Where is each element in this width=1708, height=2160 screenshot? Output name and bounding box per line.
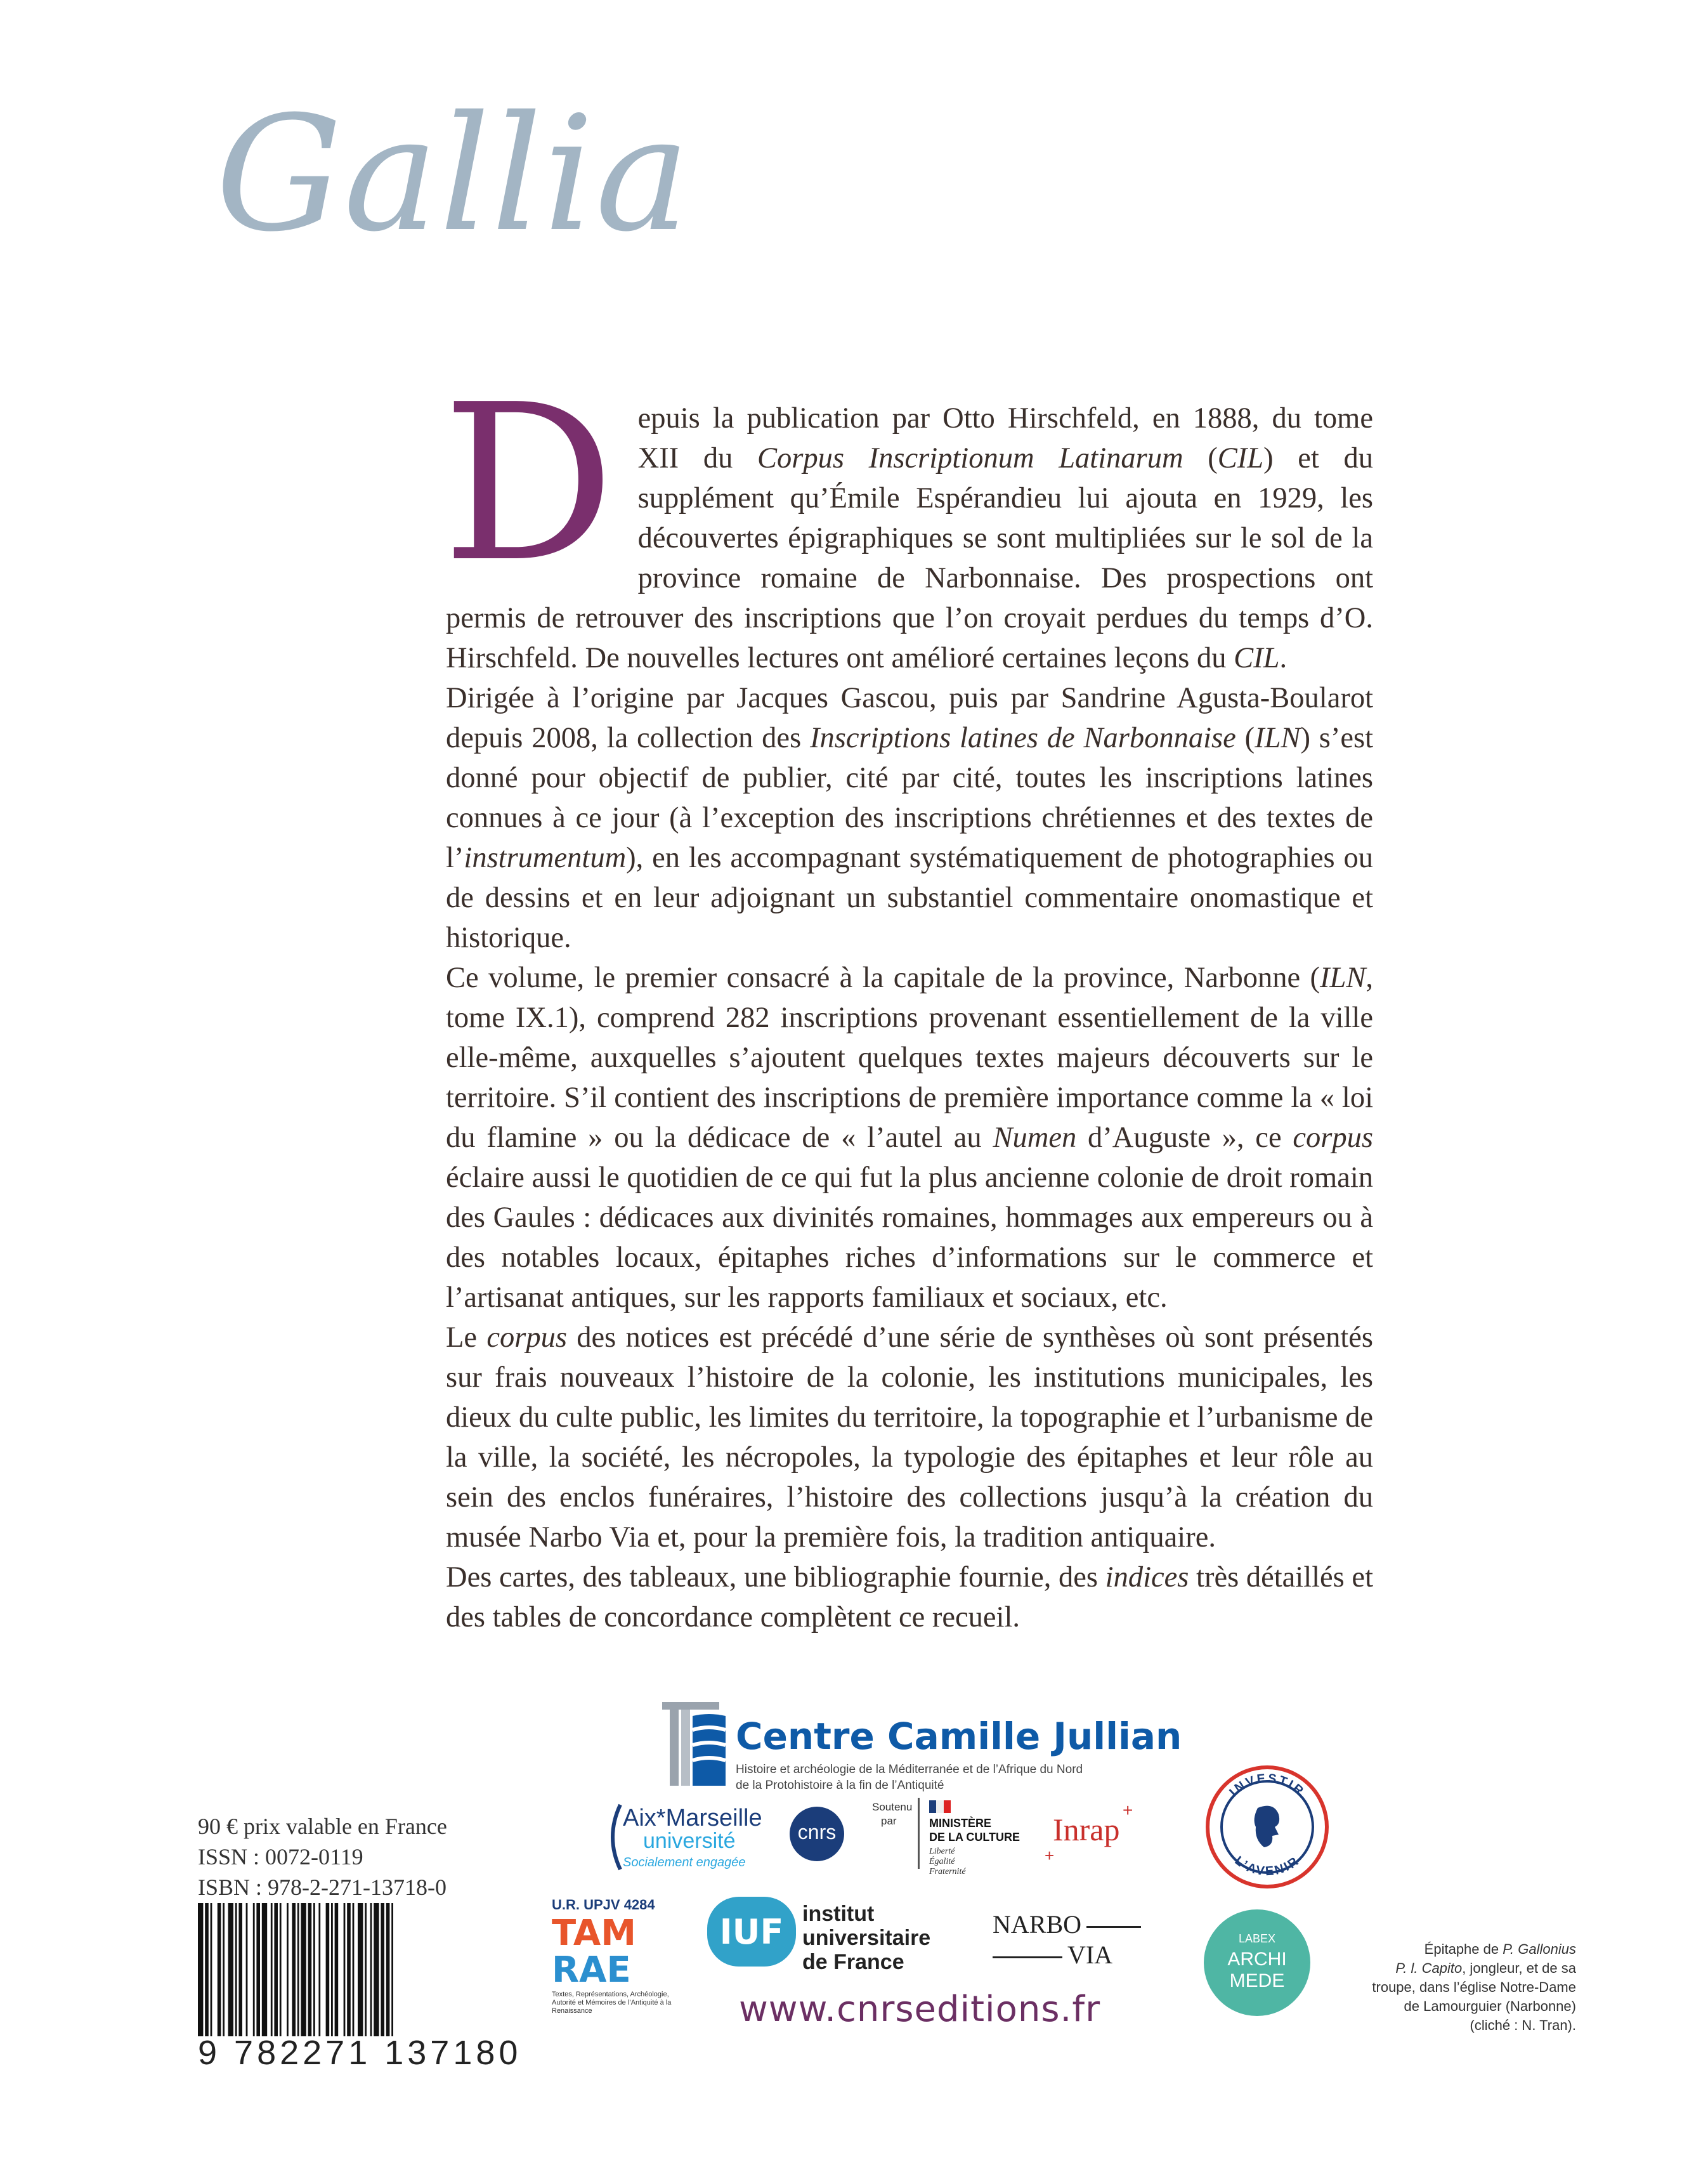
barcode-bar <box>358 1903 363 2036</box>
barcode-bar <box>223 1903 225 2036</box>
text-run: des notices est précédé d’une série de synthèses où sont présentés sur frais nouveaux l’histoire de la colonie, les institutions municipales, les dieux du culte public, les limites du territoire, la topographie et l’urbanisme de la ville, la société, les nécropoles, la typologie des épitaphes et leur rôle au sein des enclos funéraires, l’histoire des collections jusqu’à la création du musée Narbo Via et, pour la première fois, la tradition antiquaire. <box>446 1321 1373 1554</box>
price-block <box>198 1811 447 1902</box>
text-run: éclaire aussi le quotidien de ce qui fut la plus ancienne colonie de droit romain des Gaules : dédicaces aux divinités romaines, hommages aux empereurs ou à des notables locaux, épitaphes riches d’informations sur le commerce et l’artisanat antiques, sur les rapports familiaux et sociaux, etc. <box>446 1162 1373 1314</box>
amu-universite: université <box>643 1829 736 1853</box>
paragraph-5 <box>446 1557 1373 1637</box>
barcode-bar <box>301 1903 306 2036</box>
barcode-bar <box>271 1903 273 2036</box>
text-run: Inscriptions latines de Narbonnaise <box>810 722 1236 754</box>
republic-motto <box>929 1847 1031 1877</box>
amu-tagline: Socialement engagée <box>623 1856 746 1869</box>
text-run: instrumentum <box>464 842 627 874</box>
text-run: ), en les accompagnant systématiquement de photographies ou de dessins et en leur adjoignant un substantiel commentaire onomastique et historique. <box>446 842 1373 954</box>
tamrae-letters: TAM <box>552 1913 636 1954</box>
barcode-bar <box>253 1903 255 2036</box>
barcode-bar <box>353 1903 355 2036</box>
barcode-bar <box>292 1903 296 2036</box>
amu-arc-icon <box>604 1802 623 1872</box>
motto-line: Fraternité <box>929 1867 966 1876</box>
barcode-bar <box>344 1903 346 2036</box>
centre-camille-jullian-logo <box>660 1691 1182 1798</box>
labex-line: ARCHI <box>1227 1949 1287 1970</box>
barcode-bar <box>313 1903 315 2036</box>
barcode-bar <box>374 1903 379 2036</box>
caption-run: P. Gallonius <box>1503 1941 1576 1957</box>
iuf-line: de France <box>802 1950 904 1974</box>
text-run: . <box>1279 642 1288 674</box>
text-run: ( <box>1183 442 1218 475</box>
ministere-culture-logo <box>929 1800 1031 1877</box>
soutenu-line: Soutenu <box>872 1801 913 1813</box>
barcode-bar <box>256 1903 260 2036</box>
text-run: ) s’est donné pour objectif de publier, cité par cité, toutes les inscriptions latines connues à ce jour (à l’exception des inscriptions chrétiennes et des textes de l’ <box>446 722 1373 874</box>
column-icon <box>660 1691 729 1798</box>
barcode-bar <box>198 1903 203 2036</box>
cover-photo-caption <box>1364 1940 1576 2035</box>
barcode-bar <box>228 1903 233 2036</box>
soutenu-par <box>872 1800 912 1828</box>
barcode <box>195 1903 474 2036</box>
ministere-line: DE LA CULTURE <box>929 1831 1020 1843</box>
investir-top-text: INVESTIR <box>1227 1771 1308 1800</box>
rule <box>1086 1926 1141 1928</box>
caption-run: , jongleur, et de sa troupe, dans l’église Notre-Dame de Lamourguier (Narbonne) (cliché : N. Tran). <box>1372 1960 1576 2033</box>
caption-run: Épitaphe de <box>1424 1941 1503 1957</box>
barcode-bar <box>287 1903 289 2036</box>
text-run: Corpus Inscriptionum Latinarum <box>757 442 1183 475</box>
barcode-bar <box>262 1903 267 2036</box>
iuf-line: universitaire <box>802 1926 931 1950</box>
barcode-number: 9 782271 137180 <box>198 2034 522 2072</box>
publisher-url[interactable]: www.cnrseditions.fr <box>739 1989 1101 2030</box>
inrap-logo <box>1053 1811 1120 1848</box>
text-run: CIL <box>1217 442 1264 475</box>
motto-line: Égalité <box>929 1857 955 1866</box>
barcode-bar <box>211 1903 212 2036</box>
via-line: VIA <box>1067 1941 1113 1969</box>
caption-run: P. l. Capito <box>1395 1960 1463 1976</box>
ministere-line: MINISTÈRE <box>929 1817 992 1829</box>
barcode-bar <box>381 1903 384 2036</box>
plus-icon: + <box>1045 1846 1055 1865</box>
paragraph-4 <box>446 1318 1373 1557</box>
narbo-line: NARBO <box>993 1910 1082 1939</box>
text-run: Le <box>446 1321 487 1354</box>
barcode-bar <box>235 1903 237 2036</box>
barcode-bar <box>238 1903 242 2036</box>
investir-avenir-logo <box>1204 1764 1331 1890</box>
inrap-text: Inrap <box>1053 1812 1120 1847</box>
barcode-bar <box>280 1903 282 2036</box>
ccj-subtitle-line: Histoire et archéologie de la Méditerranée et de l’Afrique du Nord <box>736 1763 1083 1776</box>
barcode-bar <box>365 1903 367 2036</box>
cnrs-logo <box>790 1807 844 1861</box>
investir-bottom-text: L’AVENIR <box>1232 1854 1303 1879</box>
barcode-bar <box>331 1903 333 2036</box>
price: 90 € prix valable en France <box>198 1814 447 1839</box>
iuf-mark: IUF <box>719 1912 784 1952</box>
ccj-subtitle-line: de la Protohistoire à la fin de l’Antiquité <box>736 1779 944 1792</box>
barcode-bar <box>297 1903 299 2036</box>
text-run: epuis la publication par Otto Hirschfeld, en 1888, du tome XII du <box>637 402 1373 475</box>
paragraph-3 <box>446 958 1373 1318</box>
issn: ISSN : 0072-0119 <box>198 1844 363 1869</box>
text-run: CIL <box>1234 642 1280 674</box>
iuf-name <box>802 1902 930 1974</box>
barcode-bar <box>335 1903 339 2036</box>
labex-line: LABEX <box>1238 1932 1276 1945</box>
plus-icon: + <box>1123 1800 1133 1820</box>
text-run: corpus <box>486 1321 567 1354</box>
text-run: ILN <box>1255 722 1301 754</box>
text-run: Ce volume, le premier consacré à la capitale de la province, Narbonne ( <box>446 962 1320 994</box>
par-line: par <box>881 1815 897 1827</box>
motto-line: Liberté <box>929 1847 955 1856</box>
amu-name: Aix*Marseille <box>623 1805 762 1831</box>
ccj-name: Centre Camille Jullian <box>736 1715 1182 1758</box>
drop-cap: D <box>442 358 615 610</box>
tamrae-letters: RAE <box>552 1949 631 1991</box>
barcode-bar <box>274 1903 278 2036</box>
tamrae-unit: U.R. UPJV 4284 <box>552 1897 655 1913</box>
narbo-via-logo <box>993 1909 1141 1970</box>
barcode-bar <box>318 1903 320 2036</box>
paragraph-1 <box>442 358 1373 678</box>
isbn: ISBN : 978-2-271-13718-0 <box>198 1875 447 1900</box>
barcode-bar <box>308 1903 312 2036</box>
barcode-bar <box>218 1903 221 2036</box>
text-run: , tome IX.1), comprend 282 inscriptions provenant essentiellement de la ville elle-même, auxquelles s’ajoutent quelques textes majeurs découverts sur le territoire. S’il contient des inscriptions de première importance comme la « loi du flamine » ou la dédicace de « l’autel au <box>446 962 1373 1154</box>
text-run: ( <box>1235 722 1255 754</box>
text-run: Des cartes, des tableaux, une bibliographie fournie, des <box>446 1561 1105 1594</box>
cover-title: Gallia <box>216 82 691 266</box>
text-run: corpus <box>1293 1122 1373 1154</box>
marianne-flag-icon <box>929 1800 951 1813</box>
text-run: indices <box>1105 1561 1189 1594</box>
iuf-line: institut <box>802 1902 875 1926</box>
iuf-logo <box>707 1897 796 1967</box>
text-run: ILN <box>1320 962 1366 994</box>
text-run: d’Auguste », ce <box>1076 1122 1293 1154</box>
aix-marseille-universite-logo <box>604 1798 781 1875</box>
text-run: Numen <box>993 1122 1077 1154</box>
text-run: ) et du supplément qu’Émile Espérandieu lui ajouta en 1929, les découvertes épigraphiques se sont multipliées sur le sol de la province romaine de Narbonnaise. Des prospections ont permis de retrouver des inscriptions que l’on croyait perdues du temps d’O. Hirschfeld. De nouvelles lectures ont amélioré certaines leçons du <box>446 442 1373 674</box>
tamrae-subtitle: Textes, Représentations, Archéologie, Autorité et Mémoires de l’Antiquité à la Renaissance <box>552 1991 672 2015</box>
text-run: très détaillés et des tables de concordance complètent ce recueil. <box>446 1561 1373 1633</box>
barcode-bar <box>370 1903 372 2036</box>
barcode-bar <box>386 1903 390 2036</box>
barcode-bar <box>246 1903 248 2036</box>
divider <box>918 1798 920 1869</box>
paragraph-2 <box>446 678 1373 958</box>
barcode-bar <box>205 1903 209 2036</box>
barcode-bar <box>391 1903 393 2036</box>
tamrae-logo <box>552 1897 685 2024</box>
text-run: Dirigée à l’origine par Jacques Gascou, puis par Sandrine Agusta-Boularot depuis 2008, la collection des <box>446 682 1373 754</box>
cnrs-text: cnrs <box>797 1821 837 1843</box>
barcode-bar <box>347 1903 351 2036</box>
rule <box>993 1956 1062 1958</box>
labex-line: MEDE <box>1229 1970 1285 1991</box>
back-cover-text <box>442 358 1373 1637</box>
barcode-bar <box>326 1903 330 2036</box>
labex-archimede-logo <box>1204 1909 1310 2016</box>
ccj-subtitle <box>736 1762 1083 1793</box>
